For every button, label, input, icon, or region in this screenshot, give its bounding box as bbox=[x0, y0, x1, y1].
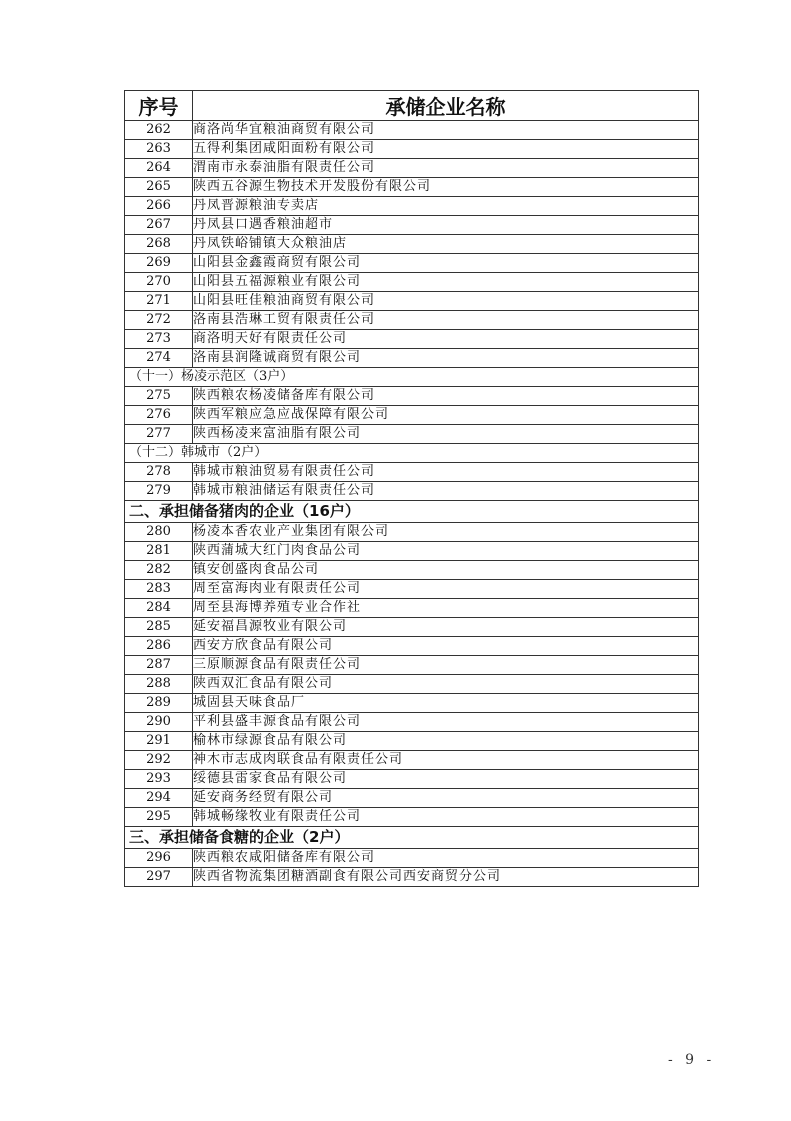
table-header-row bbox=[125, 91, 699, 121]
row-number: 291 bbox=[125, 732, 193, 751]
table-row bbox=[125, 425, 699, 444]
enterprise-name: 韩城市粮油储运有限责任公司 bbox=[193, 482, 699, 501]
table-body bbox=[125, 121, 699, 887]
table-row bbox=[125, 561, 699, 580]
row-number: 270 bbox=[125, 273, 193, 292]
table-row bbox=[125, 349, 699, 368]
enterprise-name: 陕西省物流集团糖酒副食有限公司西安商贸分公司 bbox=[193, 868, 699, 887]
enterprise-name: 杨凌本香农业产业集团有限公司 bbox=[193, 523, 699, 542]
table-row bbox=[125, 178, 699, 197]
header-number: 序号 bbox=[125, 91, 193, 121]
table-row bbox=[125, 599, 699, 618]
enterprise-name: 神木市志成肉联食品有限责任公司 bbox=[193, 751, 699, 770]
table-row bbox=[125, 254, 699, 273]
subsection-heading bbox=[125, 368, 699, 387]
enterprise-name: 洛南县浩琳工贸有限责任公司 bbox=[193, 311, 699, 330]
row-number: 282 bbox=[125, 561, 193, 580]
enterprise-name: 陕西粮农杨凌储备库有限公司 bbox=[193, 387, 699, 406]
table-row bbox=[125, 675, 699, 694]
table-row bbox=[125, 273, 699, 292]
header-enterprise-name: 承储企业名称 bbox=[193, 91, 699, 121]
section-heading bbox=[125, 827, 699, 849]
row-number: 276 bbox=[125, 406, 193, 425]
row-number: 293 bbox=[125, 770, 193, 789]
table-row bbox=[125, 159, 699, 178]
row-number: 278 bbox=[125, 463, 193, 482]
table-row bbox=[125, 580, 699, 599]
enterprise-name: 绥德县雷家食品有限公司 bbox=[193, 770, 699, 789]
row-number: 266 bbox=[125, 197, 193, 216]
row-number: 280 bbox=[125, 523, 193, 542]
table-row bbox=[125, 694, 699, 713]
enterprise-name: 丹凤县口遇香粮油超市 bbox=[193, 216, 699, 235]
row-number: 281 bbox=[125, 542, 193, 561]
enterprise-name: 陕西双汇食品有限公司 bbox=[193, 675, 699, 694]
table-row bbox=[125, 637, 699, 656]
enterprise-name: 周至县海博养殖专业合作社 bbox=[193, 599, 699, 618]
table-row bbox=[125, 140, 699, 159]
table-row bbox=[125, 713, 699, 732]
table-row bbox=[125, 849, 699, 868]
row-number: 288 bbox=[125, 675, 193, 694]
row-number: 264 bbox=[125, 159, 193, 178]
row-number: 287 bbox=[125, 656, 193, 675]
enterprise-name: 陕西粮农咸阳储备库有限公司 bbox=[193, 849, 699, 868]
enterprise-table bbox=[124, 90, 699, 887]
page-number: - 9 - bbox=[668, 1052, 716, 1068]
section-heading-label: 二、承担储备猪肉的企业（16户） bbox=[125, 501, 699, 523]
row-number: 275 bbox=[125, 387, 193, 406]
row-number: 263 bbox=[125, 140, 193, 159]
enterprise-name: 丹凤晋源粮油专卖店 bbox=[193, 197, 699, 216]
enterprise-name: 五得利集团咸阳面粉有限公司 bbox=[193, 140, 699, 159]
enterprise-name: 山阳县旺佳粮油商贸有限公司 bbox=[193, 292, 699, 311]
row-number: 262 bbox=[125, 121, 193, 140]
row-number: 272 bbox=[125, 311, 193, 330]
enterprise-name: 延安福昌源牧业有限公司 bbox=[193, 618, 699, 637]
table-row bbox=[125, 732, 699, 751]
table-row bbox=[125, 770, 699, 789]
enterprise-name: 陕西蒲城大红门肉食品公司 bbox=[193, 542, 699, 561]
row-number: 295 bbox=[125, 808, 193, 827]
row-number: 284 bbox=[125, 599, 193, 618]
row-number: 285 bbox=[125, 618, 193, 637]
enterprise-name: 周至富海肉业有限责任公司 bbox=[193, 580, 699, 599]
table-row bbox=[125, 808, 699, 827]
table-row bbox=[125, 618, 699, 637]
row-number: 268 bbox=[125, 235, 193, 254]
enterprise-name: 延安商务经贸有限公司 bbox=[193, 789, 699, 808]
row-number: 273 bbox=[125, 330, 193, 349]
enterprise-name: 渭南市永泰油脂有限责任公司 bbox=[193, 159, 699, 178]
table-row bbox=[125, 121, 699, 140]
enterprise-name: 洛南县润隆诚商贸有限公司 bbox=[193, 349, 699, 368]
enterprise-name: 榆林市绿源食品有限公司 bbox=[193, 732, 699, 751]
enterprise-name: 韩城市粮油贸易有限责任公司 bbox=[193, 463, 699, 482]
row-number: 269 bbox=[125, 254, 193, 273]
table-row bbox=[125, 542, 699, 561]
row-number: 279 bbox=[125, 482, 193, 501]
table-row bbox=[125, 789, 699, 808]
table-row bbox=[125, 406, 699, 425]
table-row bbox=[125, 330, 699, 349]
enterprise-name: 三原顺源食品有限责任公司 bbox=[193, 656, 699, 675]
enterprise-name: 商洛明天好有限责任公司 bbox=[193, 330, 699, 349]
subsection-heading bbox=[125, 444, 699, 463]
table-row bbox=[125, 216, 699, 235]
row-number: 297 bbox=[125, 868, 193, 887]
enterprise-name: 山阳县金鑫霞商贸有限公司 bbox=[193, 254, 699, 273]
table-row bbox=[125, 387, 699, 406]
subsection-heading-label: （十二）韩城市（2户） bbox=[125, 444, 699, 463]
enterprise-name: 镇安创盛肉食品公司 bbox=[193, 561, 699, 580]
table-row bbox=[125, 656, 699, 675]
table-row bbox=[125, 463, 699, 482]
section-heading bbox=[125, 501, 699, 523]
row-number: 267 bbox=[125, 216, 193, 235]
enterprise-name: 陕西军粮应急应战保障有限公司 bbox=[193, 406, 699, 425]
table-row bbox=[125, 235, 699, 254]
row-number: 290 bbox=[125, 713, 193, 732]
table-row bbox=[125, 482, 699, 501]
row-number: 292 bbox=[125, 751, 193, 770]
enterprise-name: 韩城畅缘牧业有限责任公司 bbox=[193, 808, 699, 827]
row-number: 286 bbox=[125, 637, 193, 656]
enterprise-name: 商洛尚华宜粮油商贸有限公司 bbox=[193, 121, 699, 140]
row-number: 265 bbox=[125, 178, 193, 197]
enterprise-name: 平利县盛丰源食品有限公司 bbox=[193, 713, 699, 732]
table-row bbox=[125, 197, 699, 216]
row-number: 277 bbox=[125, 425, 193, 444]
row-number: 296 bbox=[125, 849, 193, 868]
enterprise-name: 陕西杨凌来富油脂有限公司 bbox=[193, 425, 699, 444]
enterprise-name: 西安方欣食品有限公司 bbox=[193, 637, 699, 656]
row-number: 271 bbox=[125, 292, 193, 311]
row-number: 274 bbox=[125, 349, 193, 368]
enterprise-name: 城固县天味食品厂 bbox=[193, 694, 699, 713]
subsection-heading-label: （十一）杨凌示范区（3户） bbox=[125, 368, 699, 387]
table-row bbox=[125, 751, 699, 770]
enterprise-name: 山阳县五福源粮业有限公司 bbox=[193, 273, 699, 292]
row-number: 289 bbox=[125, 694, 193, 713]
table-row bbox=[125, 868, 699, 887]
row-number: 294 bbox=[125, 789, 193, 808]
table-row bbox=[125, 311, 699, 330]
enterprise-name: 丹凤铁峪铺镇大众粮油店 bbox=[193, 235, 699, 254]
table-row bbox=[125, 292, 699, 311]
section-heading-label: 三、承担储备食糖的企业（2户） bbox=[125, 827, 699, 849]
enterprise-name: 陕西五谷源生物技术开发股份有限公司 bbox=[193, 178, 699, 197]
table-row bbox=[125, 523, 699, 542]
row-number: 283 bbox=[125, 580, 193, 599]
